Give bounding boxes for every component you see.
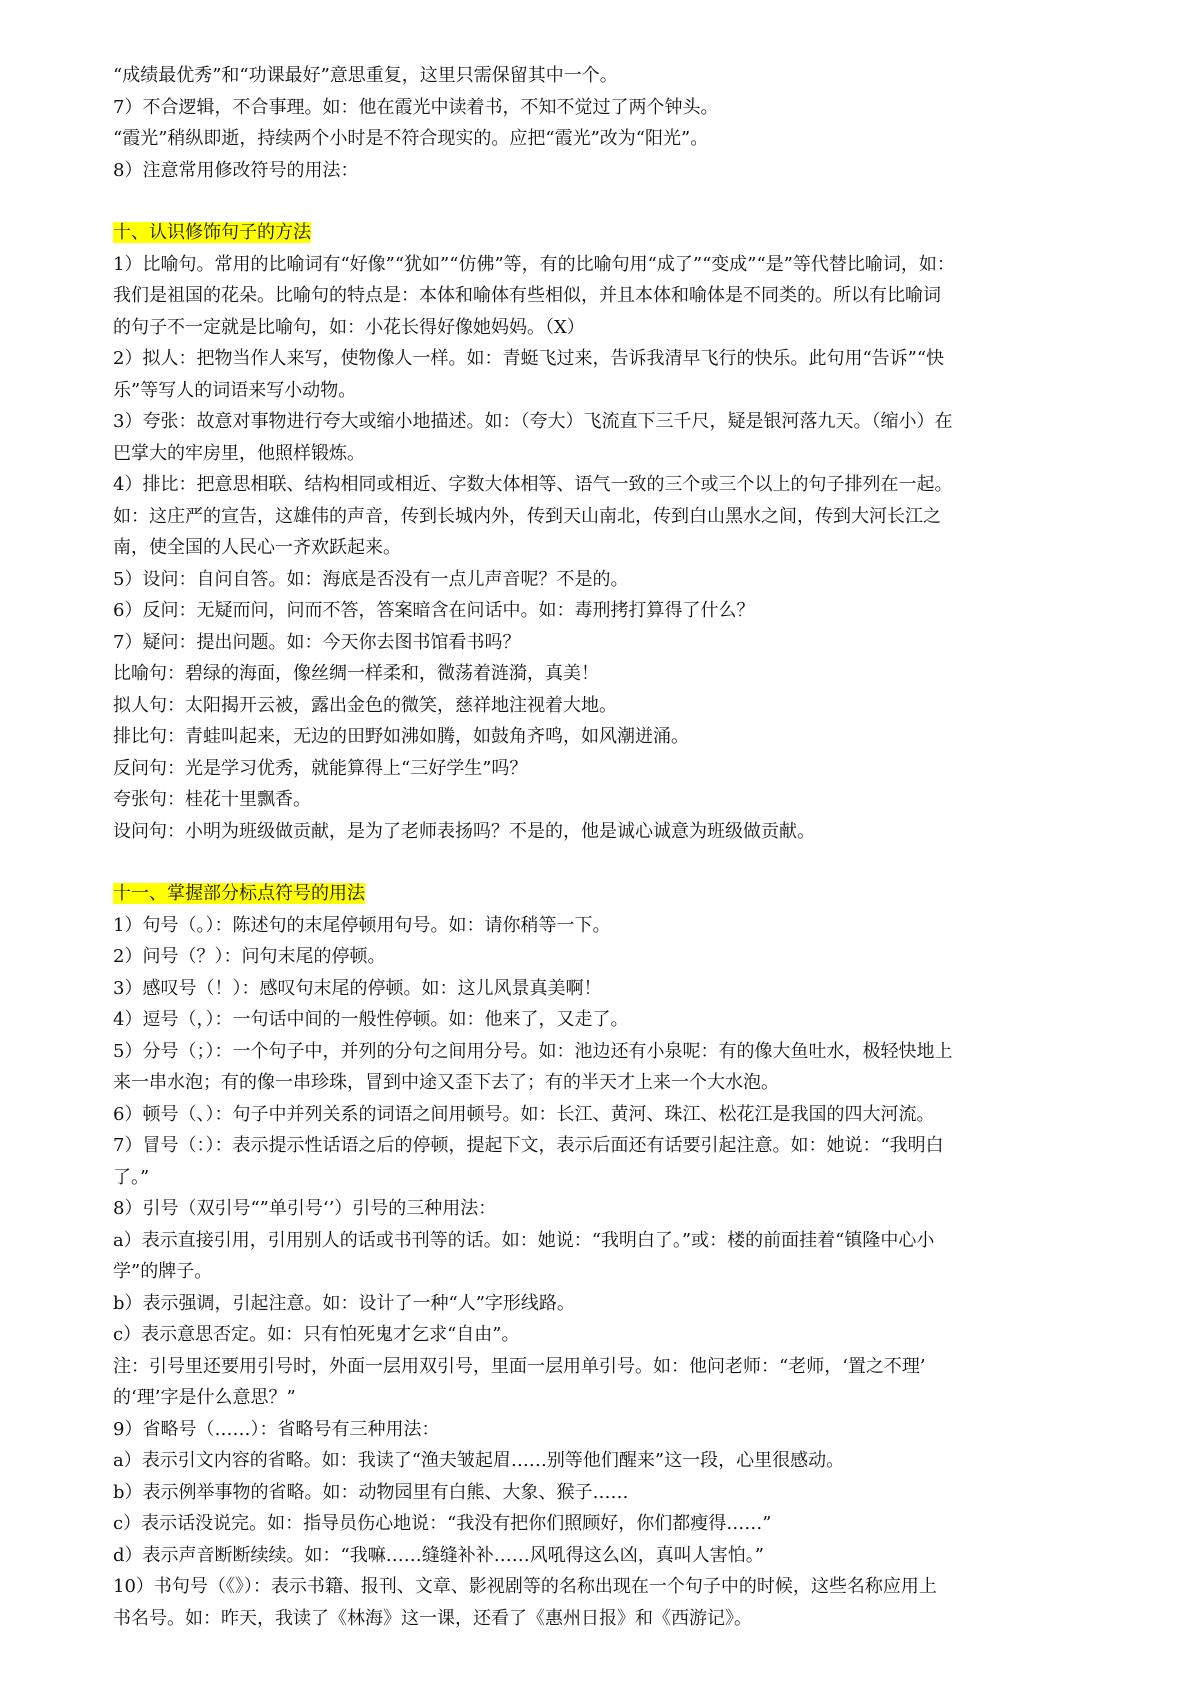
text-line: 乐”等写人的词语来写小动物。 [113, 379, 357, 401]
text-line: 8）引号（双引号“”单引号‘’）引号的三种用法： [113, 1198, 497, 1219]
text-line: 夸张句：桂花十里飘香。 [113, 789, 311, 810]
text-line: “成绩最优秀”和“功课最好”意思重复，这里只需保留其中一个。 [113, 65, 618, 86]
text-line: 2）拟人：把物当作人来写，使物像人一样。如：青蜓飞过来，告诉我清早飞行的快乐。此句用“告诉”“快 [113, 348, 945, 369]
spacer [113, 847, 1081, 878]
text-line: 5）分号（；）：一个句子中，并列的分句之间用分号。如：池边还有小泉呢：有的像大鱼吐水，极轻快地上 [113, 1040, 953, 1062]
section-heading-container [113, 878, 1081, 910]
text-line: 2）问号（？）：问句末尾的停顿。 [113, 946, 386, 967]
text-line: 反问句：光是学习优秀，就能算得上“三好学生”吗？ [113, 757, 528, 779]
text-line: a）表示直接引用，引用别人的话或书刊等的话。如：她说：“我明白了。”或：楼的前面挂着“镇隆中心小 [113, 1229, 935, 1251]
text-line: 1）句号（。）：陈述句的末尾停顿用句号。如：请你稍等一下。 [113, 914, 611, 936]
text-line: 5）设问：自问自答。如：海底是否没有一点儿声音呢？不是的。 [113, 568, 629, 590]
text-line: 巴掌大的牢房里，他照样锻炼。 [113, 442, 365, 464]
text-line: c）表示话没说完。如：指导员伤心地说：“我没有把你们照顾好，你们都瘦得……” [113, 1513, 772, 1534]
text-line: 4）排比：把意思相联、结构相同或相近、字数大体相等、语气一致的三个或三个以上的句子排列在一起。 [113, 474, 953, 495]
text-line: 拟人句：太阳揭开云被，露出金色的微笑，慈祥地注视着大地。 [113, 694, 617, 716]
text-line: 的‘理’字是什么意思？” [113, 1387, 296, 1408]
text-line: 排比句：青蛙叫起来，无边的田野如沸如腾，如鼓角齐鸣，如风潮迸涌。 [113, 726, 689, 747]
spacer [113, 186, 1081, 217]
text-line: 3）感叹号（！）：感叹句末尾的停顿。如：这儿风景真美啊！ [113, 977, 602, 999]
text-line: 6）顿号（、）：句子中并列关系的词语之间用顿号。如：长江、黄河、珠江、松花江是我国的四大河流。 [113, 1103, 935, 1125]
text-line: 7）疑问：提出问题。如：今天你去图书馆看书吗？ [113, 631, 521, 653]
text-line: 学”的牌子。 [113, 1261, 213, 1282]
section-heading-container [113, 217, 1081, 249]
text-line: b）表示强调，引起注意。如：设计了一种“人”字形线路。 [113, 1292, 575, 1314]
text-line: “霞光”稍纵即逝，持续两个小时是不符合现实的。应把“霞光”改为“阳光”。 [113, 128, 709, 149]
text-line: 我们是祖国的花朵。比喻句的特点是：本体和喻体有些相似，并且本体和喻体是不同类的。所以有比喻词 [113, 285, 941, 306]
text-line: 8）注意常用修改符号的用法： [113, 159, 359, 181]
text-line: 7）冒号（：）：表示提示性话语之后的停顿，提起下文，表示后面还有话要引起注意。如：她说：“我明白 [113, 1135, 944, 1156]
text-line: 6）反问：无疑而问，问而不答，答案暗含在问话中。如：毒刑拷打算得了什么？ [113, 600, 755, 621]
text-line: 来一串水泡；有的像一串珍珠，冒到中途又歪下去了；有的半天才上来一个大水泡。 [113, 1072, 779, 1093]
section-rhetoric [113, 217, 1081, 847]
text-line: 设问句：小明为班级做贡献，是为了老师表扬吗？不是的，他是诚心诚意为班级做贡献。 [113, 820, 815, 842]
text-line: a）表示引文内容的省略。如：我读了“渔夫皱起眉……别等他们醒来”这一段，心里很感动。 [113, 1450, 845, 1471]
text-line: b）表示例举事物的省略。如：动物园里有白熊、大象、猴子…… [113, 1481, 629, 1503]
text-line: 1）比喻句。常用的比喻词有“好像”“犹如”“仿佛”等，有的比喻句用“成了”“变成”“是”等代替比喻词，如： [113, 253, 955, 275]
text-line: 7）不合逻辑，不合事理。如：他在霞光中读着书，不知不觉过了两个钟头。 [113, 96, 719, 118]
text-line: d）表示声音断断续续。如：“我嘛……缝缝补补……风吼得这么凶，真叫人害怕。” [113, 1544, 764, 1566]
section-heading: 十一、掌握部分标点符号的用法 [113, 883, 365, 904]
text-line: c）表示意思否定。如：只有怕死鬼才乞求“自由”。 [113, 1324, 520, 1345]
text-line: 的句子不一定就是比喻句，如：小花长得好像她妈妈。（X） [113, 316, 585, 338]
section-punctuation [113, 878, 1081, 1634]
text-line: 注：引号里还要用引号时，外面一层用双引号，里面一层用单引号。如：他问老师：“老师，‘置之不理’ [113, 1355, 926, 1377]
text-line: 3）夸张：故意对事物进行夸大或缩小地描述。如：（夸大）飞流直下三千尺，疑是银河落九天。（缩小）在 [113, 411, 953, 432]
section-continued [113, 60, 1081, 186]
document-body [113, 60, 1081, 1634]
text-line: 了。” [113, 1166, 150, 1188]
text-line: 4）逗号（，）：一句话中间的一般性停顿。如：他来了，又走了。 [113, 1009, 629, 1030]
text-line: 如：这庄严的宣告，这雄伟的声音，传到长城内外，传到天山南北，传到白山黑水之间，传到大河长江之 [113, 505, 941, 527]
text-line: 书名号。如：昨天，我读了《林海》这一课，还看了《惠州日报》和《西游记》。 [113, 1607, 752, 1629]
text-line: 10）书句号（《》）：表示书籍、报刊、文章、影视剧等的名称出现在一个句子中的时候，这些名称应用上 [113, 1576, 937, 1597]
text-line: 比喻句：碧绿的海面，像丝绸一样柔和，微荡着涟漪，真美！ [113, 663, 599, 684]
section-heading: 十、认识修饰句子的方法 [113, 222, 311, 243]
text-line: 9）省略号（……）：省略号有三种用法： [113, 1418, 440, 1440]
text-line: 南，使全国的人民心一齐欢跃起来。 [113, 537, 401, 558]
